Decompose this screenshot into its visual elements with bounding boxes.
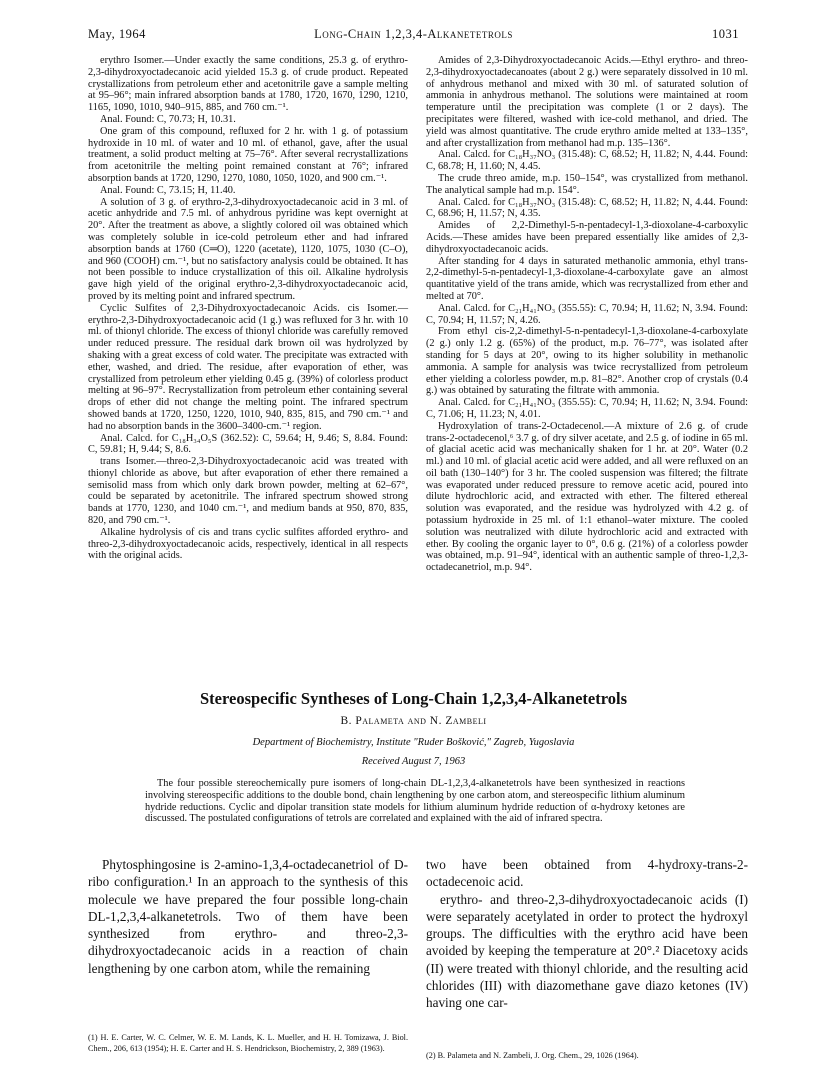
paragraph: Anal. Calcd. for C₂₁H₄₁NO₃ (355.55): C, 70.94; H, 11.62; N, 3.94. Found: C, 70.94; H, 11.57; N, 4.26. xyxy=(426,302,748,326)
experimental-column-right xyxy=(426,55,748,574)
paragraph: trans Isomer.—threo-2,3-Dihydroxyoctadecanoic acid was treated with thionyl chloride as above, but after evaporation of ether there remained a semisolid mass from which only dark brown powder, melting at 62–67°, could be separated by acetonitrile. The infrared spectrum showed strong bands at 1770, 1230, and 1040 cm.⁻¹, and medium bands at 950, 870, 835, 820, and 790 cm.⁻¹. xyxy=(88,456,408,527)
paragraph: Amides of 2,3-Dihydroxyoctadecanoic Acids.—Ethyl erythro- and threo-2,3-dihydroxyoctadecanoates (about 2 g.) were separately dissolved in 10 ml. of anhydrous methanol and mixed with 30 ml. of saturated solution of ammonia in anhydrous methanol. The solutions were maintained at room temperature until the precipitation was complete (1 or 2 days). The precipitates were filtered, washed with ice-cold methanol, and dried. The yield was almost quantitative. The crude erythro amide melted at 133–135°, and after crystallization from methanol had m.p. 135–136°. xyxy=(426,55,748,149)
body-column-left xyxy=(88,856,408,977)
paragraph: Anal. Found: C, 70.73; H, 10.31. xyxy=(100,113,236,125)
article-affiliation: Department of Biochemistry, Institute "Ruder Bošković," Zagreb, Yugoslavia xyxy=(252,737,575,748)
page-number: 1031 xyxy=(712,27,739,41)
paragraph: Amides of 2,2-Dimethyl-5-n-pentadecyl-1,3-dioxolane-4-carboxylic Acids.—These amides have been prepared essentially like amides of 2,3-dihydroxyoctadecanoic acids. xyxy=(426,220,748,255)
article-title: Stereospecific Syntheses of Long-Chain 1,2,3,4-Alkanetetrols xyxy=(199,689,627,708)
paragraph: erythro Isomer.—Under exactly the same conditions, 25.3 g. of erythro-2,3-dihydroxyoctadecanoic acid yielded 15.3 g. of crude product. Repeated crystallizations from petroleum ether and acetonitrile gave a sample melting at 95–96°; main infrared absorption bands at 1780, 1720, 1670, 1290, 1210, 1165, 1090, 1010, 940–915, 885, and 760 cm.⁻¹. xyxy=(88,55,408,114)
paragraph: Anal. Calcd. for C₂₁H₄₁NO₃ (355.55): C, 70.94; H, 11.62; N, 3.94. Found: C, 71.06; H, 11.23; N, 4.01. xyxy=(426,397,748,420)
paragraph: Anal. Calcd. for C₁₈H₃₇NO₃ (315.48): C, 68.52; H, 11.82; N, 4.44. Found: C, 68.78; H, 11.60; N, 4.45. xyxy=(426,149,748,173)
body-paragraph: Phytosphingosine is 2-amino-1,3,4-octadecanetriol of D-ribo configuration.¹ In an approach to the synthesis of this molecule we have prepared the four possible long-chain DL-1,2,3,4-alkanetetrols. Two of them have been synthesized from erythro- and threo-2,3-dihydroxyoctadecanoic acids in a reaction of chain lengthening by one carbon atom, while the remaining xyxy=(88,857,408,976)
paragraph: After standing for 4 days in saturated methanolic ammonia, ethyl trans-2,2-dimethyl-5-n-pentadecyl-1,3-dioxolane-4-carboxylate gave an almost quantitative yield of the trans amide, which was recrystallized from ether and melted at 70°. xyxy=(426,255,748,302)
paragraph: A solution of 3 g. of erythro-2,3-dihydroxyoctadecanoic acid in 3 ml. of acetic anhydride and 7.5 ml. of anhydrous pyridine was kept overnight at 20°. After the treatment as above, a slightly colored oil was obtained which was completely soluble in ice-cold petroleum ether and had infrared absorption bands at 1760 (C═O), 1220 (acetate), 1120, 1075, 1030 (C–O), and 960 (COOH) cm.⁻¹, but no satisfactory analysis could be obtained. It has not been possible to induce crystallization of this oil. Alkaline hydrolysis gave high yield of the original erythro-2,3-dihydroxyoctadecanoic acid, proved by its melting point and infrared spectrum. xyxy=(88,196,408,302)
paragraph: Alkaline hydrolysis of cis and trans cyclic sulfites afforded erythro- and threo-2,3-dihydroxyoctadecanoic acids, respectively, identical in all respects with the original acids. xyxy=(88,526,408,562)
paragraph: Anal. Found: C, 73.15; H, 11.40. xyxy=(100,184,236,196)
paragraph: Anal. Calcd. for C₁₈H₃₇NO₃ (315.48): C, 68.52; H, 11.82; N, 4.44. Found: C, 68.96; H, 11.57; N, 4.35. xyxy=(426,196,748,220)
header-running-title: Long-Chain 1,2,3,4-Alkanetetrols xyxy=(314,27,513,41)
footnote-text: (1) H. E. Carter, W. C. Celmer, W. E. M. Lands, K. L. Mueller, and H. H. Tomizawa, J. Biol. Chem., 206, 613 (1954); H. E. Carter and H. S. Hendrickson, Biochemistry, 2, 389 (1963). xyxy=(88,1033,408,1053)
body-paragraph: erythro- and threo-2,3-dihydroxyoctadecanoic acids (I) were separately acetylated in order to protect the hydroxyl groups. The difficulties with the erythro acid have been avoided by keeping the temperature at 20°.² Diacetoxy acids (II) were treated with thionyl chloride, and the resulting acid chlorides (III) with diazomethane gave diazo ketones (IV) having one car- xyxy=(426,891,748,1011)
paragraph: One gram of this compound, refluxed for 2 hr. with 1 g. of potassium hydroxide in 10 ml. of water and 10 ml. of ethanol, gave, after the usual treatment, a solid product melting at 75–76°. After several recrystallizations from acetonitrile the melting point remained constant at 76°; infrared absorption bands at 1720, 1290, 1270, 1080, 1050, 1020, and 900 cm.⁻¹. xyxy=(88,125,408,184)
footnote-2 xyxy=(426,1050,748,1061)
abstract xyxy=(145,778,685,825)
paragraph: Anal. Calcd. for C₁₈H₃₄O₅S (362.52): C, 59.64; H, 9.46; S, 8.84. Found: C, 59.81; H, 9.44; S, 8.6. xyxy=(88,432,408,456)
abstract-text: The four possible stereochemically pure isomers of long-chain DL-1,2,3,4-alkanetetrols have been synthesized in reactions involving stereospecific additions to the double bond, chain lengthening by one carbon atom, and stereospecific lithium aluminum hydride reductions. Cyclic and dipolar transition state models for lithium aluminum hydride reduction of α-hydroxy ketones are discussed. The postulated configurations of tetrols are correlated and explained with the aid of infrared spectra. xyxy=(145,778,685,825)
paragraph: Cyclic Sulfites of 2,3-Dihydroxyoctadecanoic Acids. cis Isomer.—erythro-2,3-Dihydroxyoctadecanoic acid (1 g.) was refluxed for 3 hr. with 10 ml. of thionyl chloride. The excess of thionyl chloride was carefully removed under reduced pressure. The residual dark brown oil was hydrolyzed by shaking with a great excess of cold water. The precipitate was extracted with ether, washed, and dried. The residue, after evaporation of ether, was crystallized from petroleum ether yielding 0.45 g. (39%) of colorless product melting at 96–97°. Recrystallization from petroleum ether containing several drops of ether did not change the melting point. The infrared spectrum showed bands at 1720, 1250, 1220, 1010, 940, 835, 815, and 790 cm.⁻¹ and had no absorption bands in the 3600–3400-cm.⁻¹ region. xyxy=(88,302,408,432)
received-date: Received August 7, 1963 xyxy=(361,756,466,767)
footnote-1 xyxy=(88,1032,408,1054)
body-paragraph: two have been obtained from 4-hydroxy-trans-2-octadecenoic acid. xyxy=(426,857,748,890)
footnote-text: (2) B. Palameta and N. Zambeli, J. Org. Chem., 29, 1026 (1964). xyxy=(426,1051,639,1060)
body-column-right xyxy=(426,856,748,1012)
article-authors: B. Palameta and N. Zambeli xyxy=(340,715,487,727)
experimental-column-left xyxy=(88,55,408,562)
paragraph: From ethyl cis-2,2-dimethyl-5-n-pentadecyl-1,3-dioxolane-4-carboxylate (2 g.) only 1.2 g. (65%) of the product, m.p. 76–77°, was isolated after standing for 5 days at 20°, owing to its higher solubility in methanolic ammonia. A sample for analysis was twice recrystallized from petroleum ether yielding a colorless powder, m.p. 81–82°. Another crop of crystals (0.4 g.) was obtained by saturating the filtrate with ammonia. xyxy=(426,326,748,397)
header-date: May, 1964 xyxy=(88,27,146,41)
paragraph: Hydroxylation of trans-2-Octadecenol.—A mixture of 2.6 g. of crude trans-2-octadecenol,⁶ 3.7 g. of dry silver acetate, and 2.5 g. of iodine in 65 ml. of glacial acetic acid was mechanically shaken for 1 hr. at 20°. Water (0.2 ml.) and 10 ml. of glacial acetic acid were added, and all were refluxed on an oil bath (130–140°) for 3 hr. The cooled suspension was filtered; the filtrate was evaporated under reduced pressure to remove acetic acid, poured into dilute hydrochloric acid, and extracted with ether. The filtered ethereal solution was evaporated, and the residue was hydrolyzed with 4.2 g. of potassium hydroxide in 25 ml. of 1:1 ethanol–water mixture. The cooled solution was neutralized with dilute hydrochloric acid and extracted with ether. By cooling the organic layer to 0°, 0.6 g. (21%) of a colorless powder was obtained, m.p. 91–94°, identical with an authentic sample of threo-1,2,3-octadecanetriol, m.p. 94°. xyxy=(426,420,748,574)
running-header xyxy=(88,27,739,45)
paragraph: The crude threo amide, m.p. 150–154°, was crystallized from methanol. The analytical sample had m.p. 154°. xyxy=(426,172,748,196)
